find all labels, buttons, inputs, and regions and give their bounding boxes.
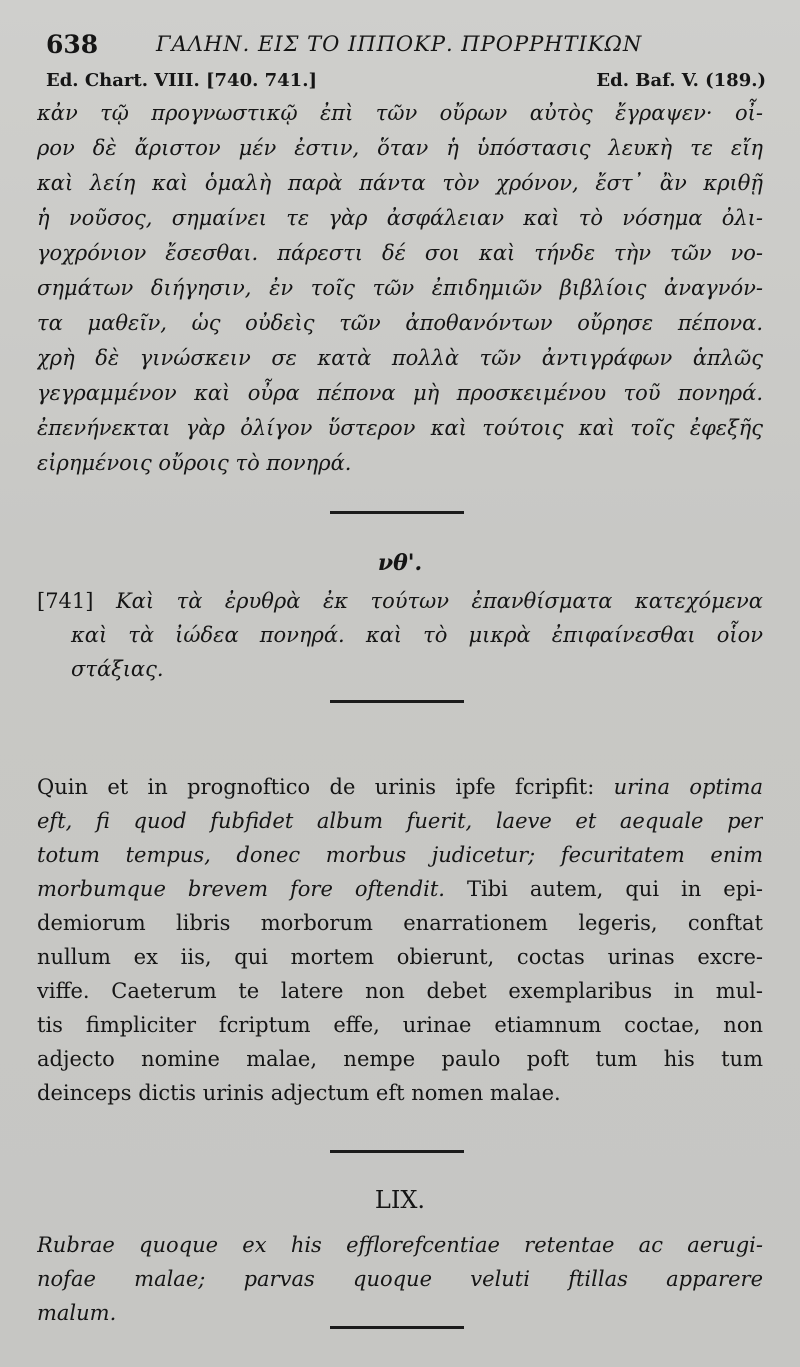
roman-run: demiorum libris morborum enarrationem legeris, conftat xyxy=(37,911,763,935)
latin-commentary-line xyxy=(37,1042,763,1076)
greek-commentary-line: σημάτων διήγησιν, ἐν τοῖς τῶν ἐπιδημιῶν βιβλίοις ἀναγνόν- xyxy=(37,276,763,300)
greek-commentary-line: ἡ νοῦσος, σημαίνει τε γὰρ ἀσφάλειαν καὶ τὸ νόσημα ὀλι- xyxy=(37,206,763,230)
greek-commentary-line: κἀν τῷ προγνωστικῷ ἐπὶ τῶν οὔρων αὐτὸς ἔγραψεν· οἶ- xyxy=(37,101,763,125)
latin-section-number: LIX. xyxy=(374,1186,426,1214)
edition-chartier: Ed. Chart. VIII. [740. 741.] xyxy=(46,70,317,91)
roman-run: tis fimpliciter fcriptum effe, urinae etiamnum coctae, non xyxy=(37,1013,763,1037)
greek-commentary-line: χρὴ δὲ γινώσκειν σε κατὰ πολλὰ τῶν ἀντιγράφων ἁπλῶς xyxy=(37,346,763,370)
running-title: ΓΑΛΗΝ. ΕΙΣ ΤΟ ΙΠΠΟΚΡ. ΠΡΟΡΡΗΤΙΚΩΝ xyxy=(156,32,643,56)
latin-commentary-line xyxy=(37,804,763,838)
latin-commentary-line xyxy=(37,1008,763,1042)
greek-commentary-line: τα μαθεῖν, ὡς οὐδεὶς τῶν ἀποθανόντων οὔρησε πέπονα. xyxy=(37,311,763,335)
latin-commentary-line xyxy=(37,838,763,872)
latin-commentary-line xyxy=(37,872,763,906)
roman-run: deinceps dictis urinis adjectum eft nomen malae. xyxy=(37,1081,561,1105)
roman-run: Tibi autem, qui in epi- xyxy=(444,877,763,901)
latin-aphorism-line: malum. xyxy=(37,1301,117,1325)
page-header xyxy=(46,30,766,66)
latin-aphorism-line: nofae malae; parvas quoque veluti ftillas apparere xyxy=(37,1267,763,1291)
italic-run: totum tempus, donec morbus judicetur; fecuritatem enim xyxy=(37,843,763,867)
roman-run: nullum ex iis, qui mortem obierunt, coctas urinas excre- xyxy=(37,945,763,969)
greek-commentary-line: ἐπενήνεκται γὰρ ὀλίγον ὕστερον καὶ τούτοις καὶ τοῖς ἐφεξῆς xyxy=(37,416,763,440)
roman-run: adjecto nomine malae, nempe paulo poft tum his tum xyxy=(37,1047,763,1071)
latin-commentary xyxy=(37,770,763,1110)
greek-commentary xyxy=(37,96,763,481)
greek-section-number: νθ'. xyxy=(377,550,423,576)
greek-aphorism-line: στάξιας. xyxy=(71,657,164,681)
greek-aphorism xyxy=(37,584,763,686)
section-divider xyxy=(330,1150,464,1153)
greek-aphorism-line xyxy=(37,584,763,618)
section-divider xyxy=(330,511,464,514)
greek-commentary-line: γεγραμμένον καὶ οὖρα πέπονα μὴ προσκειμένου τοῦ πονηρά. xyxy=(37,381,763,405)
italic-run: eft, fi quod fubfidet album fuerit, laeve et aequale per xyxy=(37,809,763,833)
greek-commentary-line: γοχρόνιον ἔσεσθαι. πάρεστι δέ σοι καὶ τήνδε τὴν τῶν νο- xyxy=(37,241,763,265)
greek-aphorism-text: Καὶ τὰ ἐρυθρὰ ἐκ τούτων ἐπανθίσματα κατεχόμενα xyxy=(115,589,763,613)
edition-reference xyxy=(46,70,766,96)
roman-run: viffe. Caeterum te latere non debet exemplaribus in mul- xyxy=(37,979,763,1003)
greek-commentary-line: ρον δὲ ἄριστον μέν ἐστιν, ὅταν ἡ ὑπόστασις λευκὴ τε εἴη xyxy=(37,136,763,160)
section-divider xyxy=(330,700,464,703)
greek-commentary-line: εἰρημένοις οὔροις τὸ πονηρά. xyxy=(37,451,352,475)
italic-run: urina optima xyxy=(613,775,763,799)
latin-commentary-line xyxy=(37,940,763,974)
latin-commentary-line xyxy=(37,906,763,940)
section-divider xyxy=(330,1326,464,1329)
edition-basel: Ed. Baf. V. (189.) xyxy=(596,70,766,91)
italic-run: morbumque brevem fore oftendit. xyxy=(37,877,445,901)
latin-aphorism-line: Rubrae quoque ex his efflorefcentiae retentae ac aerugi- xyxy=(37,1233,763,1257)
latin-commentary-line xyxy=(37,1076,763,1110)
greek-commentary-line: καὶ λείη καὶ ὁμαλὴ παρὰ πάντα τὸν χρόνον, ἔστ᾽ ἂν κριθῇ xyxy=(37,171,763,195)
aphorism-marker: [741] xyxy=(37,589,94,613)
latin-commentary-line xyxy=(37,770,763,804)
latin-aphorism xyxy=(37,1228,763,1330)
page-number: 638 xyxy=(46,30,99,59)
roman-run: Quin et in prognoftico de urinis ipfe fcripfit: xyxy=(37,775,614,799)
greek-aphorism-line: καὶ τὰ ἰώδεα πονηρά. καὶ τὸ μικρὰ ἐπιφαίνεσθαι οἷον xyxy=(71,623,763,647)
latin-commentary-line xyxy=(37,974,763,1008)
